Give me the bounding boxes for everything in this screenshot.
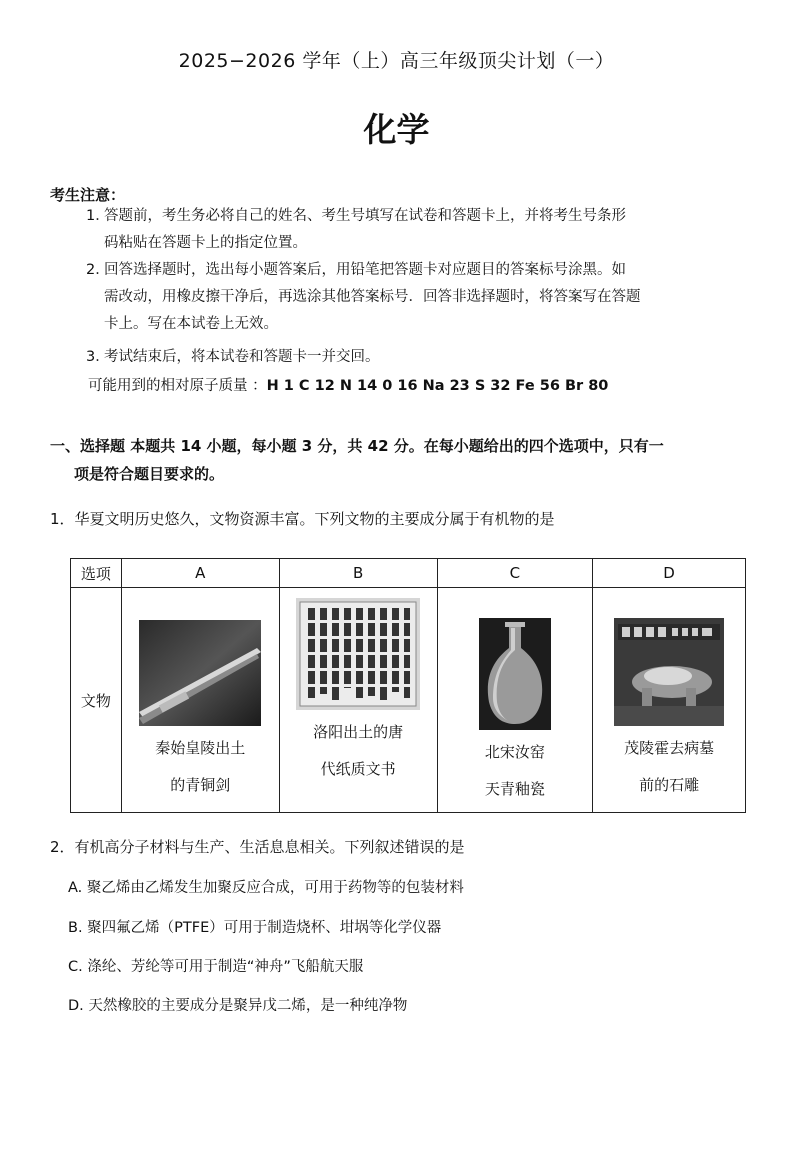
option-cell-a xyxy=(121,588,279,813)
question-2: 2．有机高分子材料与生产、生活息息相关。下列叙述错误的是 xyxy=(50,838,465,856)
section-heading xyxy=(50,432,750,488)
question-1: 1．华夏文明历史悠久，文物资源丰富。下列文物的主要成分属于有机物的是 xyxy=(50,510,555,528)
porcelain-vase-photo-icon xyxy=(479,618,551,730)
caption-line: 茂陵霍去病墓 xyxy=(624,739,715,757)
subject-title: 化学 xyxy=(363,110,430,149)
atomic-masses-values: H 1 C 12 N 14 0 16 Na 23 S 32 Fe 56 Br 80 xyxy=(266,378,609,394)
option-caption xyxy=(485,734,545,808)
choice-b: B. 聚四氟乙烯（PTFE）可用于制造烧杯、坩埚等化学仪器 xyxy=(68,920,442,936)
exam-title: 2025−2026 学年（上）高三年级顶尖计划（一） xyxy=(178,50,615,72)
choice-a: A. 聚乙烯由乙烯发生加聚反应合成，可用于药物等的包装材料 xyxy=(68,880,464,896)
bronze-sword-photo-icon xyxy=(139,620,261,726)
notice-item-2 xyxy=(86,257,746,338)
caption-line: 北宋汝窑 xyxy=(484,743,545,761)
notice-heading: 考生注意： xyxy=(50,186,126,204)
table-row-label: 文物 xyxy=(71,588,122,813)
section-heading-line: 一、选择题 本题共 14 小题，每小题 3 分，共 42 分。在每小题给出的四个选项中，只有一 xyxy=(50,437,664,455)
question-1-table xyxy=(70,558,746,813)
stone-sculpture-photo-icon xyxy=(614,618,724,726)
table-header-label: 选项 xyxy=(71,559,122,588)
choice-d: D. 天然橡胶的主要成分是聚异戊二烯，是一种纯净物 xyxy=(68,998,408,1014)
section-heading-line: 项是符合题目要求的。 xyxy=(74,465,225,483)
notice-item-3 xyxy=(86,344,746,371)
caption-line: 代纸质文书 xyxy=(320,760,396,778)
option-header-d: D xyxy=(593,559,746,588)
notice-item-number: 3． xyxy=(86,349,110,365)
notice-item-text: 码粘贴在答题卡上的指定位置。 xyxy=(104,235,307,251)
notice-item-number: 1． xyxy=(86,208,110,224)
caption-line: 秦始皇陵出土 xyxy=(155,739,246,757)
atomic-masses-label: 可能用到的相对原子质量 ： xyxy=(88,378,267,394)
option-header-a: A xyxy=(121,559,279,588)
option-cell-b xyxy=(279,588,437,813)
option-header-c: C xyxy=(437,559,593,588)
option-caption xyxy=(155,730,245,804)
atomic-masses xyxy=(88,374,608,395)
choice-c: C. 涤纶、芳纶等可用于制造“神舟”飞船航天服 xyxy=(68,959,364,975)
caption-line: 洛阳出土的唐 xyxy=(313,723,404,741)
caption-line: 天青釉瓷 xyxy=(484,780,545,798)
notice-item-number: 2． xyxy=(86,262,110,278)
option-caption xyxy=(313,714,403,788)
notice-item-1 xyxy=(86,203,746,257)
caption-line: 的青铜剑 xyxy=(170,776,231,794)
notice-item-text: 回答选择题时，选出每小题答案后，用铅笔把答题卡对应题目的答案标号涂黑。如 xyxy=(104,262,626,278)
option-cell-d xyxy=(593,588,746,813)
option-caption xyxy=(624,730,714,804)
caption-line: 前的石雕 xyxy=(639,776,700,794)
option-header-b: B xyxy=(279,559,437,588)
notice-item-text: 考试结束后，将本试卷和答题卡一并交回。 xyxy=(104,349,380,365)
notice-item-text: 答题前，考生务必将自己的姓名、考生号填写在试卷和答题卡上，并将考生号条形 xyxy=(104,208,626,224)
paper-document-photo-icon xyxy=(296,598,420,710)
notice-item-text: 卡上。写在本试卷上无效。 xyxy=(104,316,278,332)
notice-item-text: 需改动，用橡皮擦干净后，再选涂其他答案标号．回答非选择题时，将答案写在答题 xyxy=(104,289,641,305)
option-cell-c xyxy=(437,588,593,813)
